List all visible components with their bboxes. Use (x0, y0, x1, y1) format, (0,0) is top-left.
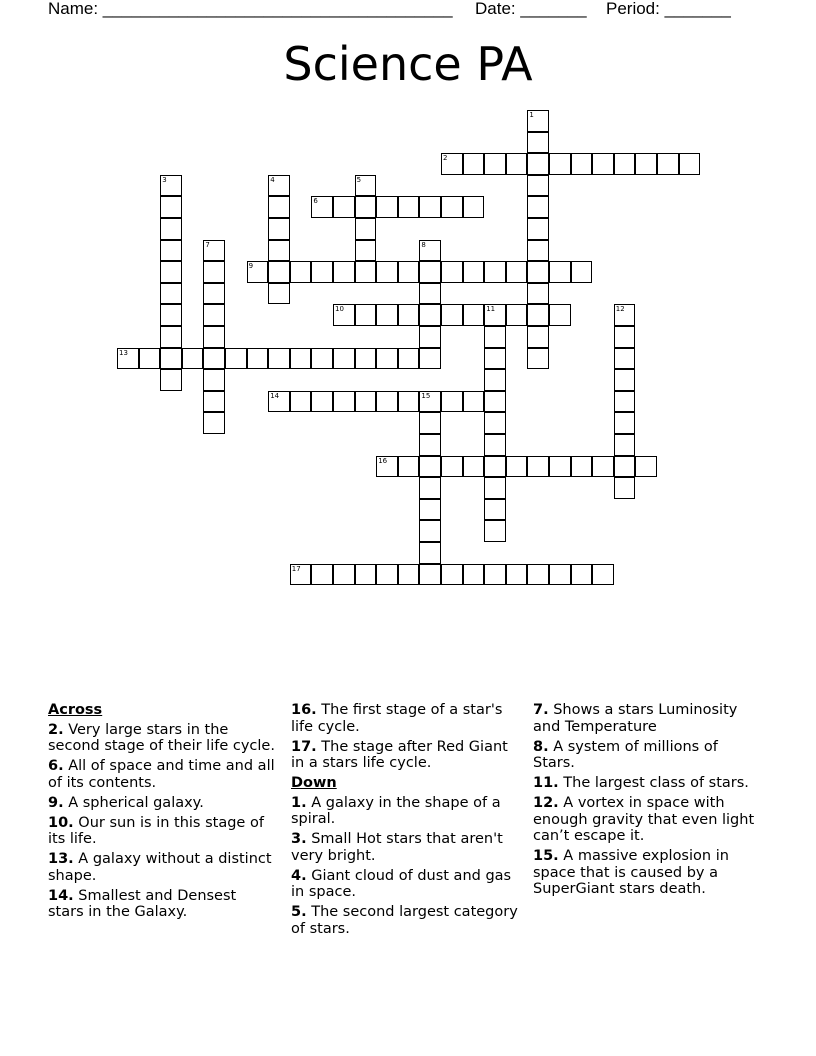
crossword-cell[interactable] (484, 261, 506, 283)
crossword-cell[interactable] (484, 499, 506, 521)
clue-section-heading: Across (48, 702, 103, 718)
crossword-cell[interactable] (527, 196, 549, 218)
clue-item-number: 2. (48, 721, 64, 738)
clue-number: 5 (356, 175, 362, 184)
clue-item-number: 10. (48, 814, 74, 831)
crossword-cell[interactable] (571, 153, 593, 175)
crossword-cell[interactable] (333, 261, 355, 283)
crossword-cell[interactable] (679, 153, 701, 175)
crossword-cell[interactable] (506, 304, 528, 326)
crossword-cell[interactable] (355, 564, 377, 586)
crossword-cell[interactable] (333, 348, 355, 370)
clue-item-number: 12. (533, 795, 559, 811)
crossword-cell[interactable] (614, 477, 636, 499)
clue-number: 11 (486, 305, 496, 314)
crossword-cell[interactable] (419, 326, 441, 348)
crossword-cell[interactable] (484, 456, 506, 478)
crossword-cell[interactable] (268, 175, 290, 197)
crossword-cell[interactable] (398, 348, 420, 370)
crossword-cell[interactable] (139, 348, 161, 370)
crossword-cell[interactable] (506, 153, 528, 175)
crossword-cell[interactable] (571, 456, 593, 478)
clue-item-text: A massive explosion in space that is caused by a SuperGiant stars death. (533, 848, 729, 897)
crossword-cell[interactable] (398, 456, 420, 478)
crossword-cell[interactable] (333, 196, 355, 218)
clue-item-number: 4. (291, 867, 307, 884)
clue-section-heading: Down (291, 775, 337, 791)
crossword-cell[interactable] (268, 348, 290, 370)
clue-item-number: 13. (48, 851, 74, 867)
crossword-cell[interactable] (484, 304, 506, 326)
crossword-cell[interactable] (506, 564, 528, 586)
clue-item (533, 702, 761, 735)
crossword-cell[interactable] (160, 369, 182, 391)
clue-item-text: The largest class of stars. (558, 775, 749, 791)
crossword-cell[interactable] (311, 564, 333, 586)
crossword-cell[interactable] (419, 477, 441, 499)
clue-item (533, 848, 761, 898)
crossword-cell[interactable] (376, 564, 398, 586)
crossword-cell[interactable] (355, 304, 377, 326)
crossword-cell[interactable] (441, 391, 463, 413)
crossword-cell[interactable] (398, 196, 420, 218)
crossword-cell[interactable] (355, 196, 377, 218)
clue-item-text: Small Hot stars that aren't very bright. (291, 831, 503, 864)
clue-item-text: Shows a stars Luminosity and Temperature (533, 702, 738, 735)
crossword-cell[interactable] (419, 564, 441, 586)
crossword-cell[interactable] (657, 153, 679, 175)
clue-item-number: 14. (48, 887, 74, 904)
clue-item-number: 3. (291, 831, 307, 847)
clue-item (291, 739, 519, 772)
crossword-cell[interactable] (203, 391, 225, 413)
clue-item-number: 1. (291, 794, 307, 811)
crossword-cell[interactable] (549, 304, 571, 326)
crossword-cell[interactable] (635, 456, 657, 478)
crossword-cell[interactable] (419, 412, 441, 434)
crossword-cell[interactable] (355, 391, 377, 413)
crossword-cell[interactable] (203, 304, 225, 326)
crossword-cell[interactable] (355, 175, 377, 197)
crossword-cell[interactable] (463, 304, 485, 326)
crossword-cell[interactable] (527, 261, 549, 283)
crossword-cell[interactable] (376, 391, 398, 413)
clue-item-number: 8. (533, 738, 549, 755)
clue-item (48, 795, 276, 812)
crossword-cell[interactable] (333, 564, 355, 586)
clue-item (533, 775, 761, 792)
clue-column-2 (291, 702, 519, 941)
crossword-cell[interactable] (484, 477, 506, 499)
clue-number: 7 (205, 240, 210, 249)
crossword-cell[interactable] (160, 283, 182, 305)
crossword-cell[interactable] (614, 326, 636, 348)
crossword-cell[interactable] (527, 326, 549, 348)
crossword-cell[interactable] (419, 434, 441, 456)
clue-column-1 (48, 702, 276, 924)
crossword-cell[interactable] (463, 196, 485, 218)
clue-item (48, 888, 276, 921)
clue-number: 3 (162, 175, 167, 184)
crossword-cell[interactable] (160, 175, 182, 197)
clue-item-number: 15. (533, 848, 559, 864)
crossword-cell[interactable] (419, 261, 441, 283)
crossword-cell[interactable] (614, 369, 636, 391)
clue-item-text: Giant cloud of dust and gas in space. (291, 867, 512, 900)
clue-number: 15 (421, 391, 431, 400)
clue-number: 12 (615, 305, 625, 314)
clue-item (291, 795, 519, 828)
clue-item (48, 758, 276, 791)
clue-item-text: All of space and time and all of its contents. (48, 758, 275, 791)
crossword-cell[interactable] (527, 348, 549, 370)
crossword-cell[interactable] (635, 153, 657, 175)
crossword-cell[interactable] (506, 456, 528, 478)
crossword-cell[interactable] (268, 218, 290, 240)
clue-item-number: 9. (48, 794, 64, 811)
crossword-cell[interactable] (311, 391, 333, 413)
crossword-cell[interactable] (549, 456, 571, 478)
page-title: Science PA (283, 37, 533, 91)
crossword-cell[interactable] (549, 261, 571, 283)
clue-number: 4 (270, 175, 275, 184)
crossword-cell[interactable] (463, 391, 485, 413)
crossword-cell[interactable] (484, 434, 506, 456)
crossword-cell[interactable] (160, 348, 182, 370)
crossword-cell[interactable] (268, 391, 290, 413)
crossword-cell[interactable] (203, 348, 225, 370)
crossword-cell[interactable] (290, 348, 312, 370)
clue-item-number: 16. (291, 702, 317, 718)
crossword-cell[interactable] (419, 348, 441, 370)
crossword-cell[interactable] (268, 261, 290, 283)
clue-number: 16 (378, 456, 388, 465)
clue-item (291, 868, 519, 901)
crossword-cell[interactable] (311, 261, 333, 283)
crossword-cell[interactable] (160, 240, 182, 262)
crossword-cell[interactable] (441, 304, 463, 326)
crossword-cell[interactable] (527, 283, 549, 305)
crossword-cell[interactable] (463, 564, 485, 586)
crossword-cell[interactable] (203, 369, 225, 391)
clue-item-text: The second largest category of stars. (291, 904, 518, 937)
crossword-cell[interactable] (333, 391, 355, 413)
crossword-cell[interactable] (398, 564, 420, 586)
crossword-cell[interactable] (268, 283, 290, 305)
crossword-cell[interactable] (527, 175, 549, 197)
clue-item-text: Very large stars in the second stage of their life cycle. (48, 721, 275, 754)
crossword-cell[interactable] (571, 564, 593, 586)
crossword-cell[interactable] (484, 412, 506, 434)
crossword-cell[interactable] (614, 304, 636, 326)
crossword-cell[interactable] (484, 564, 506, 586)
crossword-cell[interactable] (506, 261, 528, 283)
period-field-label[interactable]: Period: _______ (606, 0, 731, 18)
clue-item-number: 5. (291, 904, 307, 920)
clue-item-text: The stage after Red Giant in a stars life cycle. (291, 738, 508, 771)
crossword-cell[interactable] (247, 348, 269, 370)
crossword-cell[interactable] (376, 196, 398, 218)
crossword-cell[interactable] (463, 153, 485, 175)
crossword-cell[interactable] (419, 520, 441, 542)
crossword-cell[interactable] (268, 196, 290, 218)
clue-number: 14 (270, 391, 280, 400)
crossword-cell[interactable] (484, 326, 506, 348)
crossword-cell[interactable] (527, 240, 549, 262)
crossword-cell[interactable] (355, 240, 377, 262)
clue-item-number: 6. (48, 758, 64, 774)
crossword-cell[interactable] (355, 218, 377, 240)
crossword-cell[interactable] (614, 391, 636, 413)
crossword-cell[interactable] (441, 153, 463, 175)
clue-item (48, 815, 276, 848)
clue-item-text: Our sun is in this stage of its life. (48, 814, 264, 847)
crossword-cell[interactable] (398, 261, 420, 283)
crossword-cell[interactable] (484, 369, 506, 391)
crossword-cell[interactable] (549, 153, 571, 175)
crossword-cell[interactable] (614, 348, 636, 370)
crossword-cell[interactable] (225, 348, 247, 370)
crossword-cell[interactable] (484, 520, 506, 542)
crossword-cell[interactable] (290, 391, 312, 413)
crossword-cell[interactable] (441, 196, 463, 218)
crossword-cell[interactable] (376, 304, 398, 326)
crossword-cell[interactable] (182, 348, 204, 370)
clue-item (48, 851, 276, 884)
crossword-cell[interactable] (592, 153, 614, 175)
crossword-cell[interactable] (419, 499, 441, 521)
crossword-cell[interactable] (527, 456, 549, 478)
clue-number: 17 (291, 564, 301, 573)
crossword-cell[interactable] (527, 218, 549, 240)
date-field-label[interactable]: Date: _______ (475, 0, 587, 18)
crossword-cell[interactable] (419, 391, 441, 413)
crossword-cell[interactable] (419, 240, 441, 262)
clue-item (291, 904, 519, 937)
crossword-cell[interactable] (311, 196, 333, 218)
crossword-cell[interactable] (571, 261, 593, 283)
crossword-cell[interactable] (376, 456, 398, 478)
clue-item-text: Smallest and Densest stars in the Galaxy. (48, 887, 237, 920)
crossword-cell[interactable] (333, 304, 355, 326)
clue-number: 9 (248, 262, 254, 271)
crossword-cell[interactable] (614, 153, 636, 175)
clue-item (533, 739, 761, 772)
crossword-cell[interactable] (463, 456, 485, 478)
crossword-cell[interactable] (203, 326, 225, 348)
clue-number: 13 (119, 348, 128, 357)
clue-item (291, 702, 519, 735)
crossword-cell[interactable] (355, 261, 377, 283)
clue-column-3 (533, 702, 761, 901)
clue-item-text: A galaxy in the shape of a spiral. (291, 794, 501, 827)
crossword-cell[interactable] (441, 564, 463, 586)
clue-item-number: 11. (533, 775, 559, 791)
crossword-cell[interactable] (419, 283, 441, 305)
crossword-cell[interactable] (419, 304, 441, 326)
clue-item-text: A vortex in space with enough gravity that even light can’t escape it. (533, 795, 755, 844)
crossword-cell[interactable] (527, 304, 549, 326)
name-field-label[interactable]: Name: _____________________________________ (48, 0, 453, 18)
crossword-cell[interactable] (527, 132, 549, 154)
crossword-cell[interactable] (290, 261, 312, 283)
clue-number: 2 (443, 154, 448, 163)
crossword-cell[interactable] (160, 218, 182, 240)
crossword-cell[interactable] (160, 326, 182, 348)
crossword-cell[interactable] (592, 564, 614, 586)
clue-item-number: 17. (291, 738, 317, 755)
crossword-cell[interactable] (614, 434, 636, 456)
crossword-cell[interactable] (419, 456, 441, 478)
crossword-cell[interactable] (160, 304, 182, 326)
crossword-cell[interactable] (484, 153, 506, 175)
clue-item-number: 7. (533, 702, 549, 718)
crossword-cell[interactable] (549, 564, 571, 586)
crossword-cell[interactable] (203, 240, 225, 262)
crossword-cell[interactable] (527, 110, 549, 132)
crossword-cell[interactable] (376, 261, 398, 283)
crossword-cell[interactable] (117, 348, 139, 370)
crossword-cell[interactable] (419, 542, 441, 564)
clue-item-text: A galaxy without a distinct shape. (48, 851, 272, 884)
student-info-header (48, 0, 768, 20)
clue-item (291, 831, 519, 864)
crossword-cell[interactable] (484, 391, 506, 413)
crossword-cell[interactable] (203, 261, 225, 283)
crossword-cell[interactable] (441, 456, 463, 478)
crossword-cell[interactable] (160, 261, 182, 283)
crossword-cell[interactable] (614, 412, 636, 434)
crossword-cell[interactable] (268, 240, 290, 262)
clue-item-text: The first stage of a star's life cycle. (291, 702, 503, 735)
crossword-cell[interactable] (203, 412, 225, 434)
clue-number: 10 (335, 305, 344, 314)
crossword-cell[interactable] (527, 564, 549, 586)
crossword-cell[interactable] (160, 196, 182, 218)
crossword-cell[interactable] (441, 261, 463, 283)
crossword-cell[interactable] (484, 348, 506, 370)
crossword-cell[interactable] (398, 391, 420, 413)
clue-number: 6 (313, 197, 318, 206)
clue-item (533, 795, 761, 845)
clue-number: 1 (529, 111, 534, 119)
clue-item-text: A system of millions of Stars. (533, 738, 718, 771)
crossword-cell[interactable] (290, 564, 312, 586)
crossword-cell[interactable] (203, 283, 225, 305)
crossword-cell[interactable] (527, 153, 549, 175)
clue-item (48, 722, 276, 755)
crossword-cell[interactable] (355, 348, 377, 370)
crossword-cell[interactable] (419, 196, 441, 218)
crossword-cell[interactable] (592, 456, 614, 478)
crossword-cell[interactable] (614, 456, 636, 478)
crossword-cell[interactable] (398, 304, 420, 326)
crossword-cell[interactable] (311, 348, 333, 370)
crossword-cell[interactable] (247, 261, 269, 283)
crossword-cell[interactable] (376, 348, 398, 370)
crossword-cell[interactable] (463, 261, 485, 283)
clue-number: 8 (421, 240, 426, 249)
clue-item-text: A spherical galaxy. (63, 794, 204, 811)
